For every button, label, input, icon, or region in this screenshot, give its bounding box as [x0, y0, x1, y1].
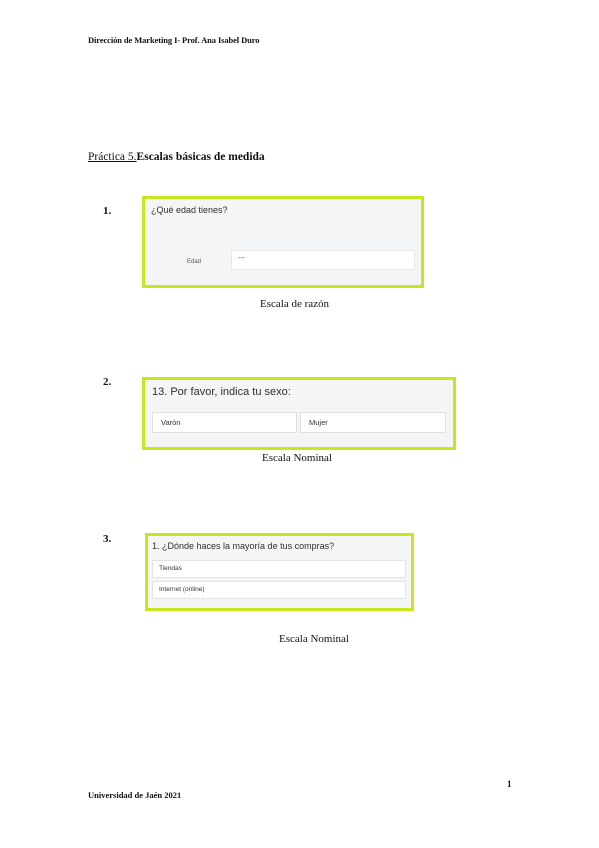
- page-footer: Universidad de Jaén 2021: [88, 790, 182, 800]
- age-field-label: Edad: [187, 259, 202, 265]
- question-3-caption: Escala Nominal: [279, 633, 349, 645]
- question-2-caption: Escala Nominal: [262, 452, 332, 464]
- page-header: Dirección de Marketing I- Prof. Ana Isabel Duro: [88, 35, 260, 45]
- page-number: 1: [507, 779, 512, 789]
- question-1-caption: Escala de razón: [260, 298, 330, 310]
- question-3-screenshot: [145, 533, 414, 611]
- option-internet: [152, 581, 406, 599]
- question-1-prompt: ¿Qué edad tienes?: [151, 205, 228, 215]
- option-stores: [152, 560, 406, 578]
- practice-title: [88, 151, 265, 163]
- option-male: [152, 412, 297, 433]
- question-1-screenshot: [142, 196, 424, 288]
- age-input-value: ---: [238, 255, 245, 262]
- option-male-label: Varón: [161, 418, 181, 427]
- option-internet-label: Internet (online): [159, 586, 205, 593]
- practice-number: Práctica 5.: [88, 151, 137, 163]
- question-2-prompt: 13. Por favor, indica tu sexo:: [152, 386, 291, 398]
- question-1-number: 1.: [103, 205, 112, 217]
- option-stores-label: Tiendas: [159, 565, 182, 572]
- question-2-number: 2.: [103, 376, 112, 388]
- question-3-prompt: 1. ¿Dónde haces la mayoría de tus compras?: [152, 541, 335, 551]
- option-female: [300, 412, 446, 433]
- practice-subject: Escalas básicas de medida: [136, 151, 265, 163]
- option-female-label: Mujer: [309, 418, 328, 427]
- question-2-screenshot: [142, 377, 456, 450]
- question-3-number: 3.: [103, 533, 112, 545]
- age-input: [231, 250, 415, 270]
